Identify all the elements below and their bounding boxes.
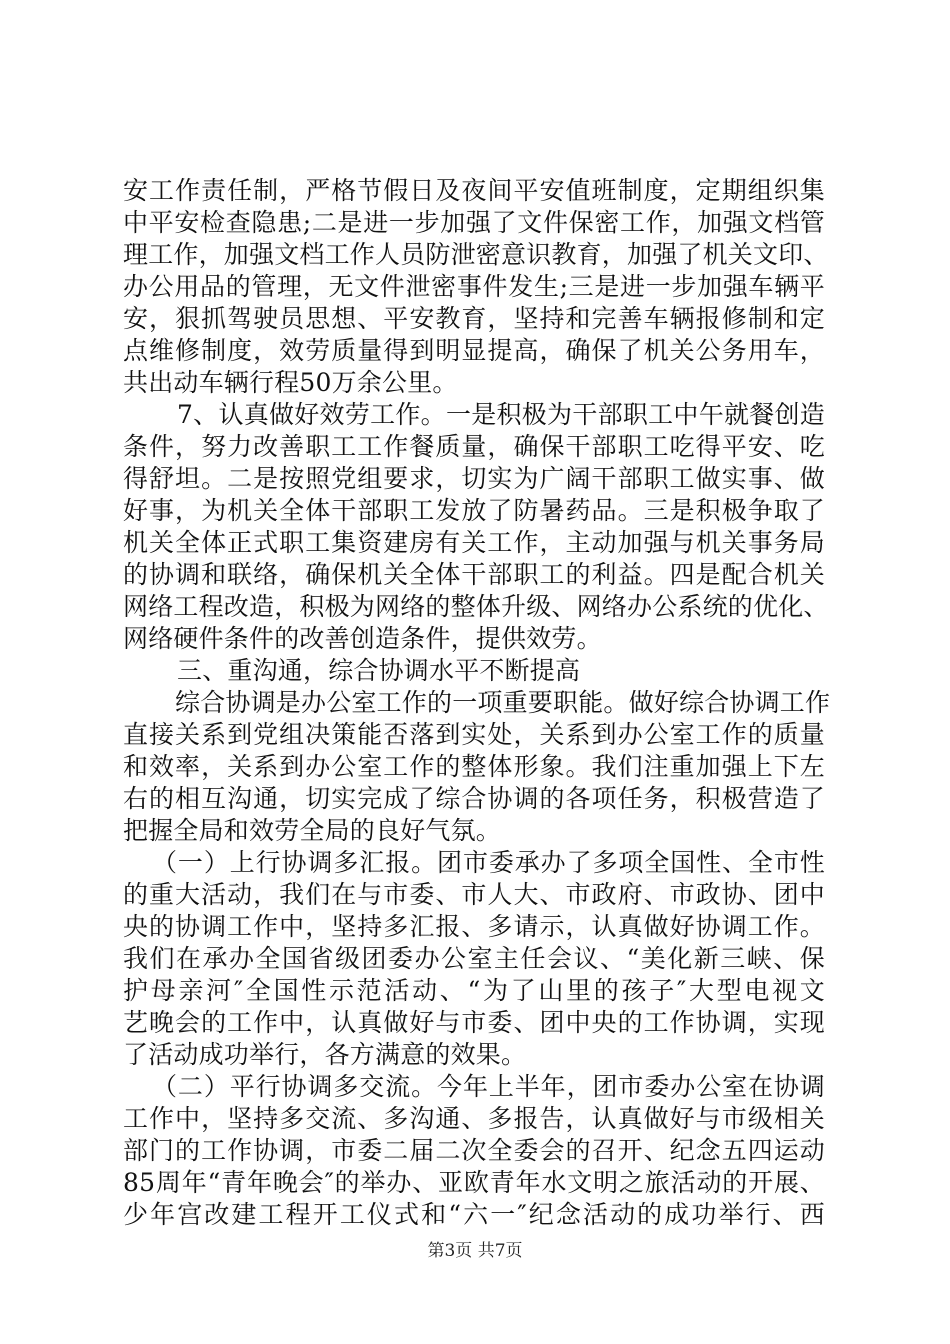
text-line: 护母亲河″全国性示范活动、“为了山里的孩子″大型电视文	[123, 976, 825, 1005]
text-line: 中平安检查隐患;二是进一步加强了文件保密工作，加强文档管	[123, 208, 825, 237]
text-line: 的重大活动，我们在与市委、市人大、市政府、市政协、团中	[123, 880, 825, 909]
text-line: 理工作，加强文档工作人员防泄密意识教育，加强了机关文印、	[123, 240, 829, 269]
text-line: 条件，努力改善职工工作餐质量，确保干部职工吃得平安、吃	[123, 432, 825, 461]
text-line: 少年宫改建工程开工仪式和“六一″纪念活动的成功举行、西	[123, 1200, 825, 1229]
text-line: 央的协调工作中，坚持多汇报、多请示，认真做好协调工作。	[123, 912, 825, 941]
text-line: 右的相互沟通，切实完成了综合协调的各项任务，积极营造了	[123, 784, 825, 813]
text-line: 办公用品的管理，无文件泄密事件发生;三是进一步加强车辆平	[123, 272, 825, 301]
text-line: 把握全局和效劳全局的良好气氛。	[123, 816, 502, 845]
paragraph-start-line: （一）上行协调多汇报。团市委承办了多项全国性、全市性	[152, 848, 825, 877]
text-line: 网络工程改造，积极为网络的整体升级、网络办公系统的优化、	[123, 592, 829, 621]
text-line: 直接关系到党组决策能否落到实处，关系到办公室工作的质量	[123, 720, 825, 749]
text-line: 安，狠抓驾驶员思想、平安教育，坚持和完善车辆报修制和定	[123, 304, 825, 333]
text-line: 的协调和联络，确保机关全体干部职工的利益。四是配合机关	[123, 560, 825, 589]
text-line: 好事，为机关全体干部职工发放了防暑药品。三是积极争取了	[123, 496, 825, 525]
section-heading: 三、重沟通，综合协调水平不断提高	[177, 656, 581, 685]
text-line: 安工作责任制，严格节假日及夜间平安值班制度，定期组织集	[123, 176, 825, 205]
text-line: 和效率，关系到办公室工作的整体形象。我们注重加强上下左	[123, 752, 825, 781]
text-line: 点维修制度，效劳质量得到明显提高，确保了机关公务用车，	[123, 336, 825, 365]
paragraph-start-line: 7、认真做好效劳工作。一是积极为干部职工中午就餐创造	[177, 400, 825, 429]
text-line: 工作中，坚持多交流、多沟通、多报告，认真做好与市级相关	[123, 1104, 825, 1133]
text-line: 共出动车辆行程50万余公里。	[123, 368, 458, 397]
text-line: 得舒坦。二是按照党组要求，切实为广阔干部职工做实事、做	[123, 464, 825, 493]
text-line: 网络硬件条件的改善创造条件，提供效劳。	[123, 624, 602, 653]
text-line: 艺晚会的工作中，认真做好与市委、团中央的工作协调，实现	[123, 1008, 825, 1037]
paragraph-start-line: 综合协调是办公室工作的一项重要职能。做好综合协调工作	[175, 688, 831, 717]
page-footer: 第3页 共7页	[427, 1241, 523, 1261]
text-line: 部门的工作协调，市委二届二次全委会的召开、纪念五四运动	[123, 1136, 825, 1165]
text-line: 了活动成功举行，各方满意的效果。	[123, 1040, 527, 1069]
paragraph-start-line: （二）平行协调多交流。今年上半年，团市委办公室在协调	[152, 1072, 825, 1101]
text-line: 我们在承办全国省级团委办公室主任会议、“美化新三峡、保	[123, 944, 825, 973]
text-line: 85周年“青年晚会″的举办、亚欧青年水文明之旅活动的开展、	[123, 1168, 825, 1197]
text-line: 机关全体正式职工集资建房有关工作，主动加强与机关事务局	[123, 528, 825, 557]
